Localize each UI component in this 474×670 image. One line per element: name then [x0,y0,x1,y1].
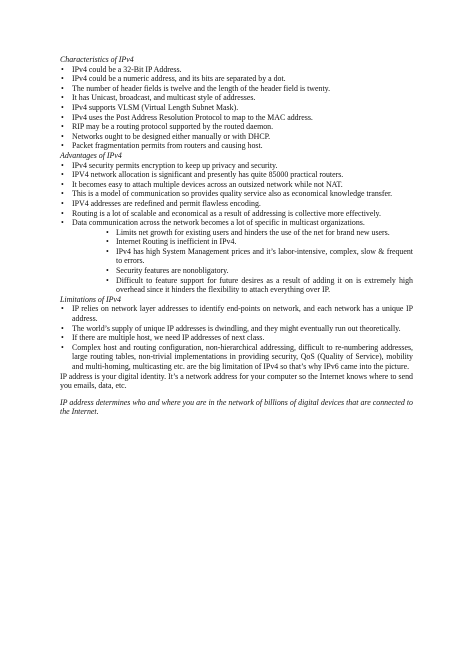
sub-list-item: • Internet Routing is inefficient in IPv4. [105,237,413,247]
list-item: • This is a model of communication so provides quality service also as economical knowledge transfer. [60,189,413,199]
identity-paragraph: IP address is your digital identity. It’s a network address for your computer so the Internet knows where to send you emails, data, etc. [60,371,413,391]
characteristics-list [60,65,413,151]
sub-list-item: • Security features are nonobligatory. [105,266,413,276]
list-item: • IPV4 network allocation is significant and presently has quite 85000 practical routers. [60,170,413,180]
list-item: • Routing is a lot of scalable and economical as a result of addressing is collective more effectively. [60,209,413,219]
list-item: • Packet fragmentation permits from routers and causing host. [60,141,413,151]
list-item: • IPV4 addresses are redefined and permit flawless encoding. [60,199,413,209]
list-item: • It has Unicast, broadcast, and multicast style of addresses. [60,93,413,103]
list-item: • Data communication across the network becomes a lot of specific in multicast organizations. [60,218,413,228]
list-item: • If there are multiple host, we need IP addresses of next class. [60,333,413,343]
list-item: • IP relies on network layer addresses to identify end-points on network, and each network has a unique IP address. [60,304,413,323]
limitations-heading: Limitations of IPv4 [60,294,121,304]
sub-list-item: • Limits net growth for existing users and hinders the use of the net for brand new users. [105,228,413,238]
limitations-list [60,304,413,371]
list-item: • IPv4 supports VLSM (Virtual Length Subnet Mask). [60,103,413,113]
advantages-list [60,161,413,228]
list-item: • IPv4 could be a numeric address, and its bits are separated by a dot. [60,74,413,84]
list-item: • RIP may be a routing protocol supported by the routed daemon. [60,122,413,132]
sub-list-item: • IPv4 has high System Management prices and it’s labor-intensive, complex, slow & frequent to errors. [105,247,413,266]
list-item: • Complex host and routing configuration, non-hierarchical addressing, difficult to re-numbering addresses, large routing tables, non-trivial implementations in providing security, QoS (Quality of Service), mobility and multi-homing, multicasting etc. are the big limitation of IPv4 so that’s why IPv6 came into the picture. [60,343,413,372]
list-item: • IPv4 could be a 32-Bit IP Address. [60,65,413,75]
list-item: • IPv4 uses the Post Address Resolution Protocol to map to the MAC address. [60,113,413,123]
closing-paragraph: IP address determines who and where you are in the network of billions of digital devices that are connected to the Internet. [60,397,413,417]
advantages-heading: Advantages of IPv4 [60,150,122,160]
list-item: • The world’s supply of unique IP addresses is dwindling, and they might eventually run out theoretically. [60,324,413,334]
list-item: • The number of header fields is twelve and the length of the header field is twenty. [60,84,413,94]
list-item: • Networks ought to be designed either manually or with DHCP. [60,132,413,142]
list-item: • It becomes easy to attach multiple devices across an outsized network while not NAT. [60,180,413,190]
characteristics-heading: Characteristics of IPv4 [60,55,134,64]
list-item: • IPv4 security permits encryption to keep up privacy and security. [60,161,413,171]
document-body [60,55,413,417]
advantages-sublist [105,228,413,295]
sub-list-item: • Difficult to feature support for future desires as a result of adding it on is extremely high overhead since it hinders the flexibility to attach everything over IP. [105,276,413,295]
